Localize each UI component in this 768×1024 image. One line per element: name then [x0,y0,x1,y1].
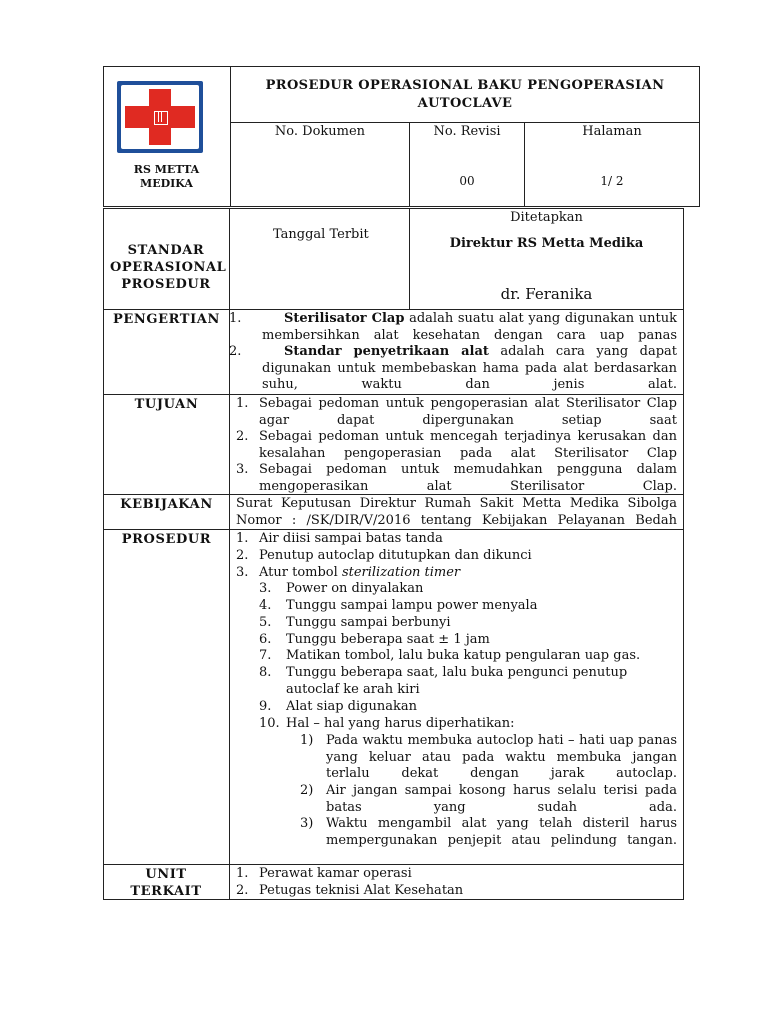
pengertian-label: PENGERTIAN [113,312,220,327]
director-title: Direktur RS Metta Medika [449,236,644,251]
director-name: dr. Feranika [500,285,593,303]
approved-by-label: Ditetapkan [510,210,583,225]
prosedur-label: PROSEDUR [121,532,212,547]
document-title: PROSEDUR OPERASIONAL BAKU PENGOPERASIAN AUTOCLAVE [265,78,665,111]
revision-number-value: 00 [459,174,475,188]
hospital-name: RS METTA MEDIKA [133,163,200,190]
hospital-logo [117,81,203,153]
sop-section-label: STANDAR OPERASIONAL PROSEDUR [110,243,227,292]
kebijakan-text: Surat Keputusan Direktur Rumah Sakit Metta Medika Sibolga Nomor : /SK/DIR/V/2016 tentang Kebijakan Pelayanan Bedah [236,496,677,528]
kebijakan-label: KEBIJAKAN [120,497,213,512]
revision-number-label: No. Revisi [433,124,501,139]
document-number-label: No. Dokumen [274,124,366,139]
unit-terkait-label: UNIT TERKAIT [130,867,202,899]
tujuan-label: TUJUAN [134,397,199,412]
page-label: Halaman [582,124,642,139]
issue-date-label: Tanggal Terbit [273,227,369,242]
page-value: 1/ 2 [600,174,624,188]
